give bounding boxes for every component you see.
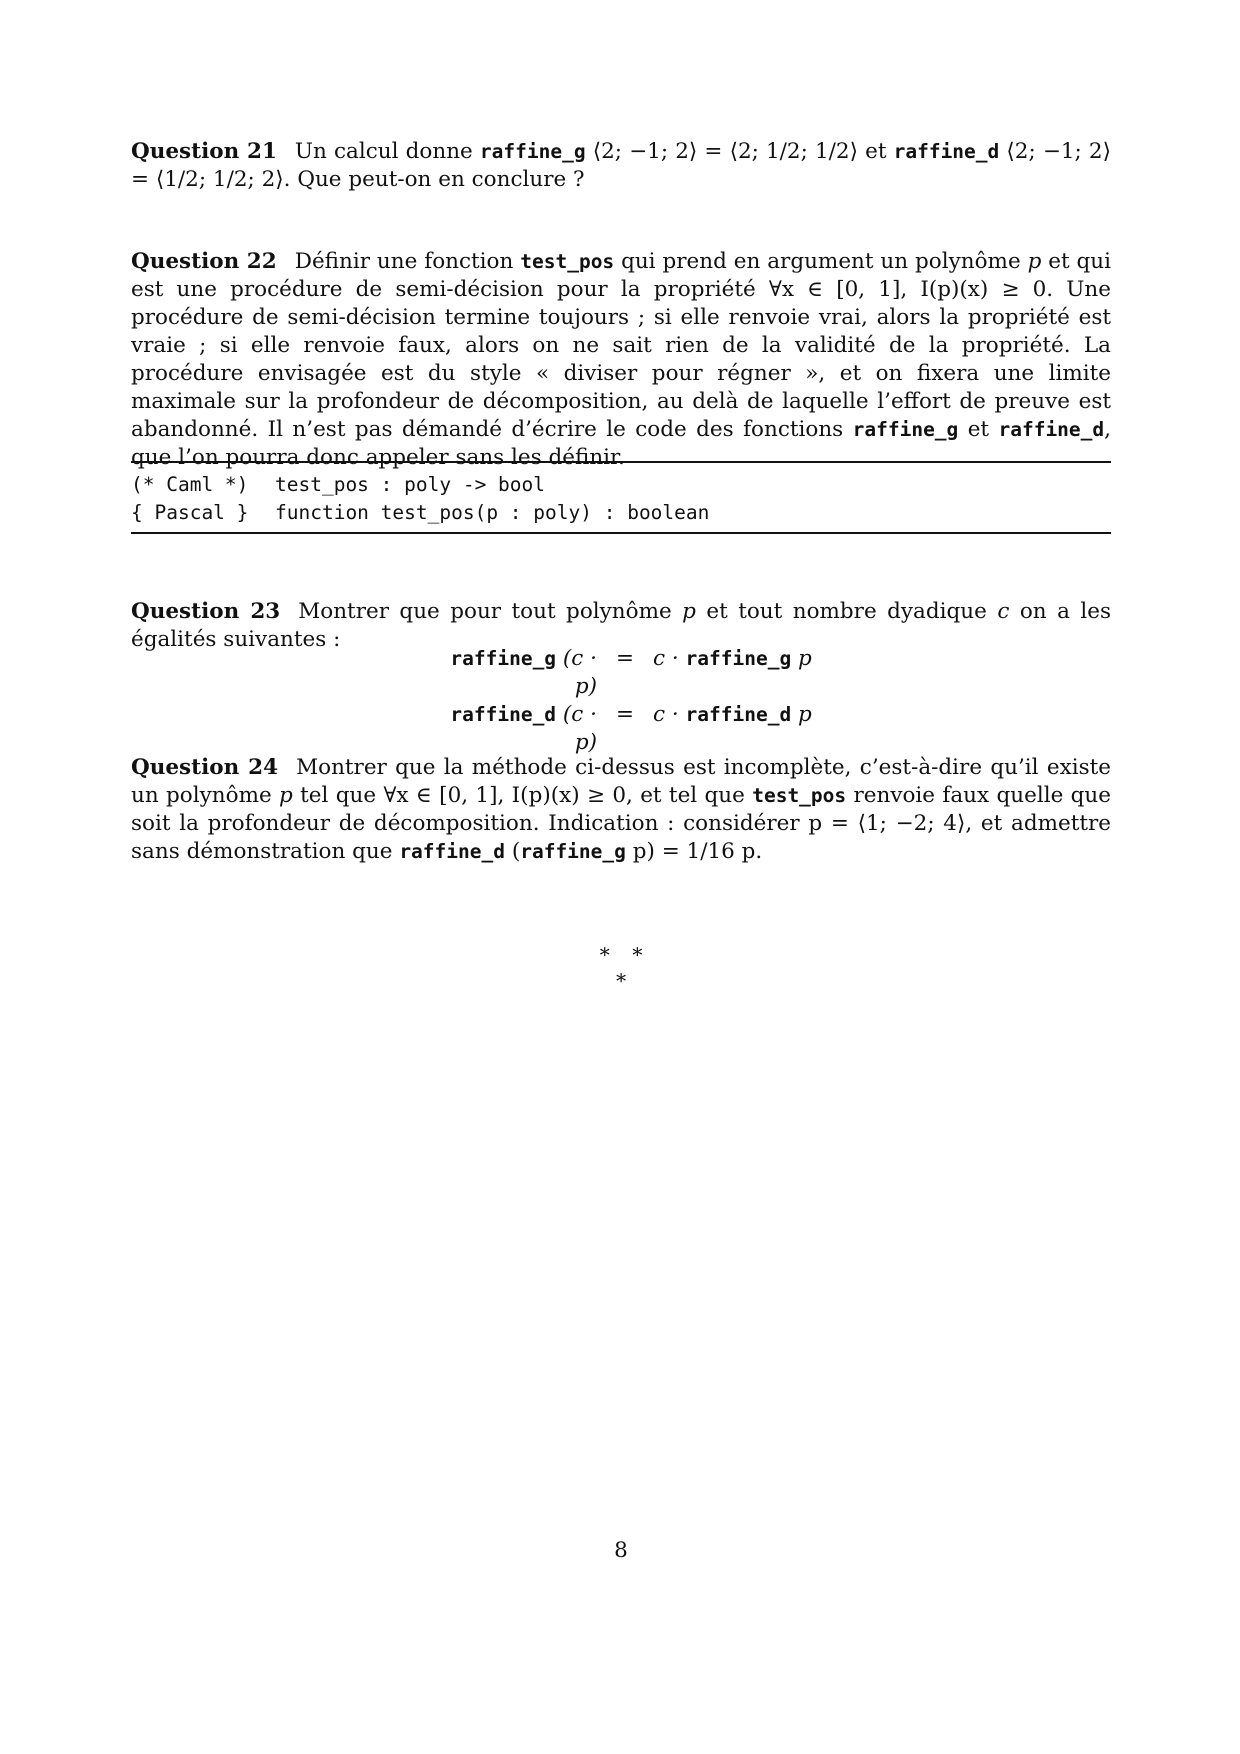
q24-func-3: raffine_g <box>520 840 626 863</box>
q24-text-4: ( <box>504 839 521 864</box>
q24-text-5: p) = 1/16 p. <box>625 839 763 864</box>
q22-func-3: raffine_d <box>998 418 1105 441</box>
q21-text-2: ⟨2; −1; 2⟩ = ⟨2; 1/2; 1/2⟩ et <box>585 139 894 164</box>
q21-text-3: ⟨2; −1; 2⟩ = ⟨1/2; 1/2; 2⟩. Que peut-on en conclure ? <box>131 139 1111 192</box>
q23-text-2: et tout nombre dyadique <box>695 599 998 624</box>
q24-func-2: raffine_d <box>399 840 505 863</box>
question-24-label: Question 24 <box>131 755 279 780</box>
eq1-arg: (c · p) <box>556 646 597 699</box>
q22-func-1: test_pos <box>520 250 615 273</box>
question-22-label: Question 22 <box>131 249 277 274</box>
q22-func-2: raffine_g <box>852 418 959 441</box>
equality-2-left <box>427 701 597 757</box>
equality-2-sign: = <box>615 702 634 727</box>
q24-var-p: p <box>279 783 293 808</box>
question-21 <box>131 138 1111 194</box>
eq2-func: raffine_d <box>450 703 557 726</box>
q21-func-1: raffine_g <box>479 140 586 163</box>
eq1-func: raffine_g <box>450 647 557 670</box>
eq1-coef: c · <box>653 646 686 671</box>
pascal-label: { Pascal } <box>131 501 249 524</box>
q21-func-2: raffine_d <box>893 140 1000 163</box>
caml-signature: test_pos : poly -> bool <box>275 473 546 496</box>
q23-var-c: c <box>997 599 1010 624</box>
asterisks-top-row: ∗ ∗ <box>597 939 645 963</box>
q22-text-5: , que l’on pourra donc appeler sans les définir. <box>131 417 1111 470</box>
q24-text-1: Montrer que la méthode ci-dessus est incomplète, c’est-à-dire qu’il existe un polynôme <box>131 755 1111 808</box>
equality-row-2 <box>427 701 812 757</box>
question-21-label: Question 21 <box>131 139 277 164</box>
q22-text-1: Définir une fonction <box>294 249 521 274</box>
eq2-coef: c · <box>653 702 686 727</box>
equality-1-sign: = <box>615 646 634 671</box>
question-22 <box>131 248 1111 472</box>
q22-text-4: et <box>958 417 999 442</box>
q23-text-1: Montrer que pour tout polynôme <box>298 599 683 624</box>
equality-1-left <box>427 645 597 701</box>
q22-text-3: et qui est une procédure de semi-décision pour la propriété ∀x ∈ [0, 1], I(p)(x) ≥ 0. Une procédure de semi-décision termine toujours ; si elle renvoie vrai, alors la propriété est vraie ; si elle renvoie faux, alors on ne sait rien de la validité de la propriété. La procédure envisagée est du style « diviser pour régner », et on fixera une limite maximale sur la profondeur de décomposition, au delà de laquelle l’effort de preuve est abandonné. Il n’est pas démandé d’écrire le code des fonctions <box>131 249 1112 442</box>
eq2-rhs-var: p <box>791 702 812 727</box>
eq1-rhs-func: raffine_g <box>685 647 792 670</box>
question-24 <box>131 754 1111 866</box>
caml-signature-line <box>131 471 1111 499</box>
equality-row-1 <box>427 645 812 701</box>
section-end-asterisks <box>131 938 1111 990</box>
q24-text-3: renvoie faux quelle que soit la profondeur de décomposition. Indication : considérer p = ⟨1; −2; 4⟩, et admettre sans démonstration que <box>131 783 1111 864</box>
equality-2-right <box>653 701 812 757</box>
equality-1-right <box>653 645 812 701</box>
q22-text-2: qui prend en argument un polynôme <box>614 249 1028 274</box>
eq2-rhs-func: raffine_d <box>685 703 792 726</box>
pascal-signature-line <box>131 499 1111 527</box>
pascal-signature: function test_pos(p : poly) : boolean <box>275 501 710 524</box>
signature-box <box>131 461 1111 534</box>
q24-text-2: tel que ∀x ∈ [0, 1], I(p)(x) ≥ 0, et tel que <box>292 783 753 808</box>
q23-text-3: on a les égalités suivantes : <box>131 599 1111 652</box>
q22-var-p: p <box>1027 249 1042 274</box>
page-number: 8 <box>614 1538 628 1563</box>
q21-text-1: Un calcul donne <box>294 139 480 164</box>
asterisks-bottom-row: ∗ <box>614 965 628 989</box>
q23-var-p: p <box>682 599 696 624</box>
q24-func-1: test_pos <box>752 784 847 807</box>
eq2-arg: (c · p) <box>556 702 597 755</box>
eq1-rhs-var: p <box>791 646 812 671</box>
caml-label: (* Caml *) <box>131 473 249 496</box>
question-23-label: Question 23 <box>131 599 281 624</box>
equalities-block <box>427 645 812 757</box>
